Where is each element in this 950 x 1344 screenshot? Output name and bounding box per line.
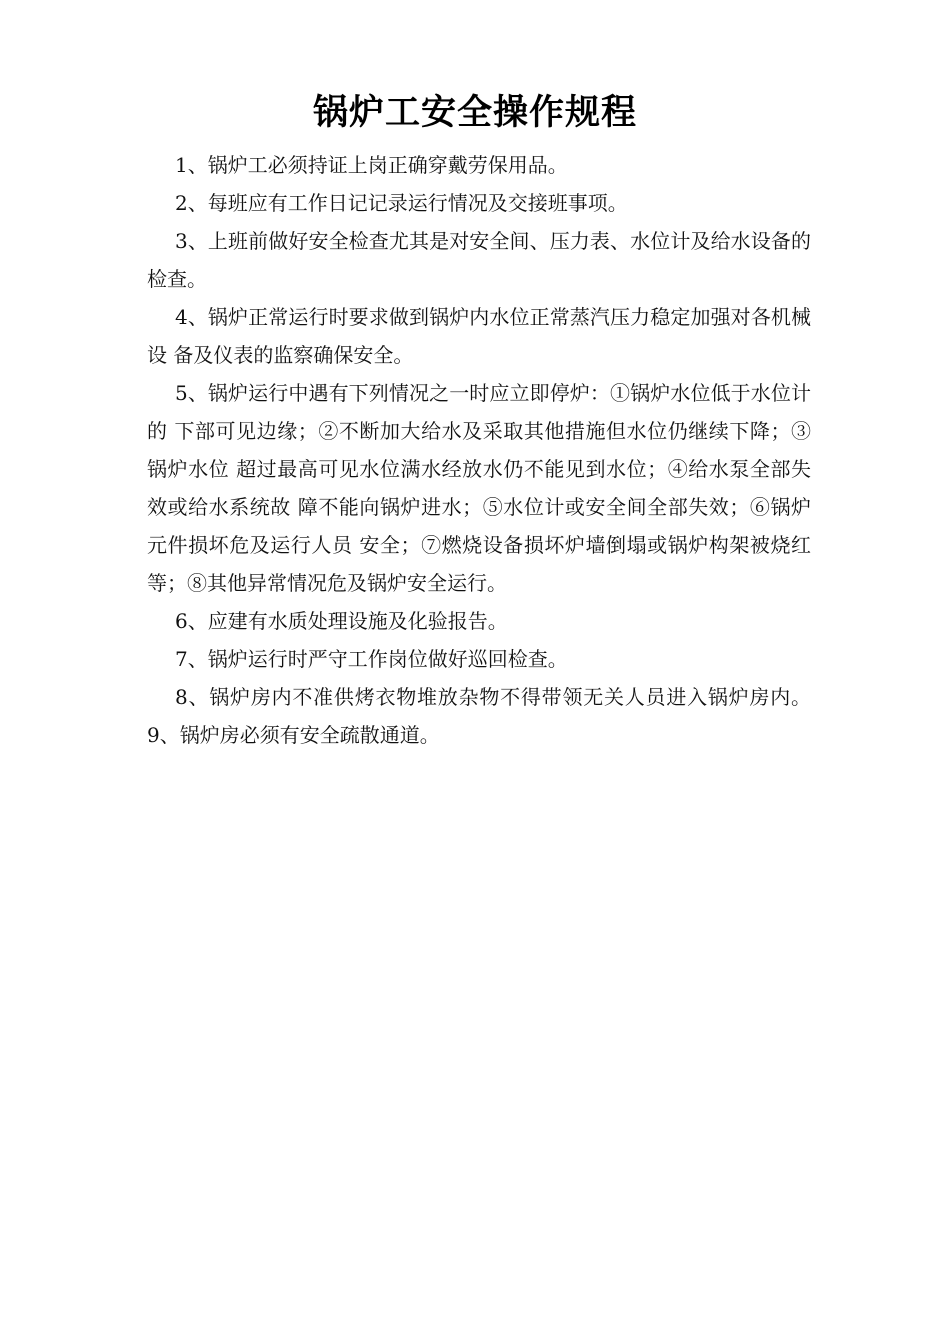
paragraph-1: 1、锅炉工必须持证上岗正确穿戴劳保用品。 [175, 153, 568, 177]
paragraph-4: 4、锅炉正常运行时要求做到锅炉内水位正常蒸汽压力稳定加强对各机械设 备及仪表的监察确保安全。 [147, 305, 811, 367]
document-title: 锅炉工安全操作规程 [312, 93, 637, 133]
paragraph-5: 5、锅炉运行中遇有下列情况之一时应立即停炉：①锅炉水位低于水位计的 下部可见边缘；②不断加大给水及采取其他措施但水位仍继续下降；③锅炉水位 超过最高可见水位满水经放水仍不能见到水位；④给水泵全部失效或给水系统故 障不能向锅炉进水；⑤水位计或安全间全部失效；⑥锅炉元件损坏危及运行人员 安全；⑦燃烧设备损坏炉墙倒塌或锅炉构架被烧红等；⑧其他异常情况危及锅炉安全运行。 [147, 381, 811, 595]
paragraph-6: 6、应建有水质处理设施及化验报告。 [175, 609, 508, 633]
paragraph-3: 3、上班前做好安全检查尤其是对安全间、压力表、水位计及给水设备的检查。 [147, 229, 811, 291]
document-body [147, 146, 811, 754]
paragraph-7: 7、锅炉运行时严守工作岗位做好巡回检查。 [175, 647, 568, 671]
paragraph-2: 2、每班应有工作日记记录运行情况及交接班事项。 [175, 191, 628, 215]
paragraph-8: 8、锅炉房内不准供烤衣物堆放杂物不得带领无关人员进入锅炉房内。9、锅炉房必须有安全疏散通道。 [147, 685, 811, 747]
